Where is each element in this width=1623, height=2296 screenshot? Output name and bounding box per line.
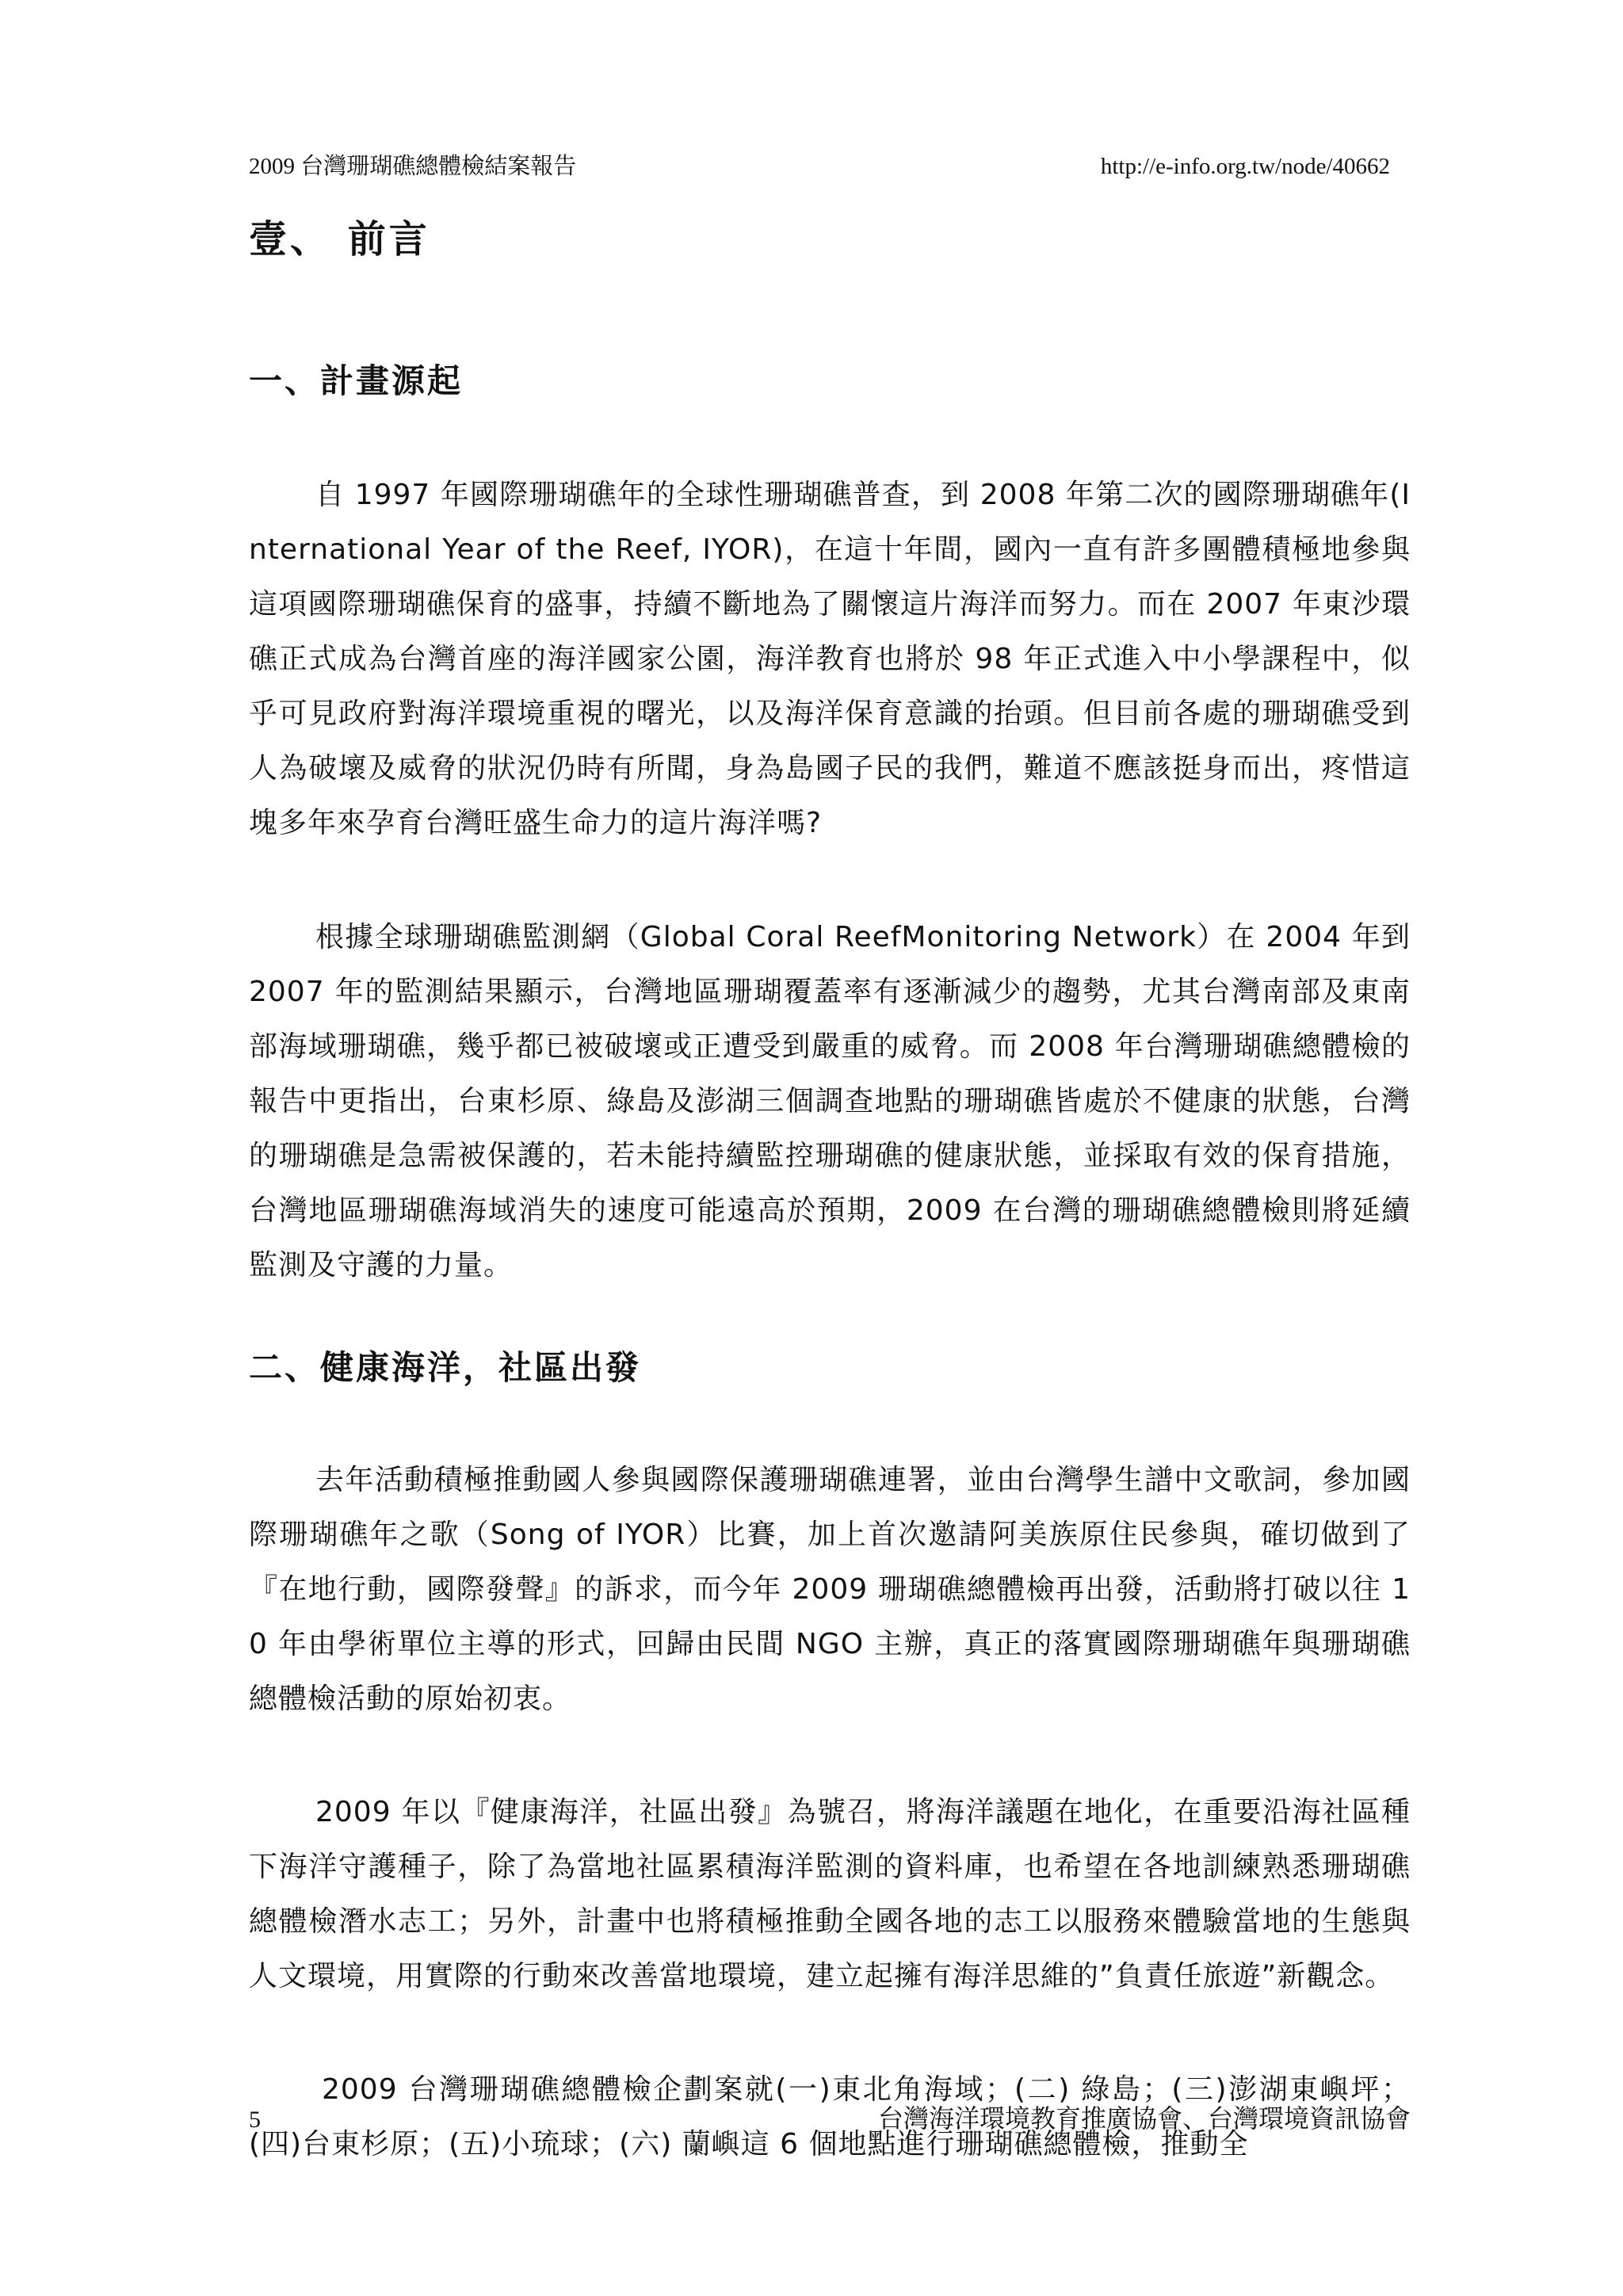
page-footer bbox=[249, 2096, 1411, 2141]
paragraph: 自 1997 年國際珊瑚礁年的全球性珊瑚礁普查，到 2008 年第二次的國際珊瑚礁年(International Year of the Reef, IYOR)，在這十年間，國內一直有許多團體積極地參與這項國際珊瑚礁保育的盛事，持續不斷地為了關懷這片海洋而努力。而在 2007 年東沙環礁正式成為台灣首座的海洋國家公園，海洋教育也將於 98 年正式進入中小學課程中，似乎可見政府對海洋環境重視的曙光，以及海洋保育意識的抬頭。但目前各處的珊瑚礁受到人為破壞及威脅的狀況仍時有所聞，身為島國子民的我們，難道不應該挺身而出，疼惜這塊多年來孕育台灣旺盛生命力的這片海洋嗎? bbox=[249, 479, 1411, 839]
header-url: http://e-info.org.tw/node/40662 bbox=[1100, 154, 1390, 179]
header-report-title: 2009 台灣珊瑚礁總體檢結案報告 bbox=[249, 154, 577, 179]
page-number: 5 bbox=[249, 2107, 261, 2133]
footer-organizations: 台灣海洋環境教育推廣協會、台灣環境資訊協會 bbox=[877, 2103, 1411, 2134]
chapter-title: 壹、 前言 bbox=[249, 217, 430, 262]
section-title-origin: 一、計畫源起 bbox=[249, 361, 464, 400]
paragraph: 去年活動積極推動國人參與國際保護珊瑚礁連署，並由台灣學生譜中文歌詞，參加國際珊瑚礁年之歌（Song of IYOR）比賽，加上首次邀請阿美族原住民參與，確切做到了『在地行動，國際發聲』的訴求，而今年 2009 珊瑚礁總體檢再出發，活動將打破以往 10 年由學術單位主導的形式，回歸由民間 NGO 主辦，真正的落實國際珊瑚礁年與珊瑚礁總體檢活動的原始初衷。 bbox=[249, 1464, 1411, 1715]
paragraph: 2009 台灣珊瑚礁總體檢企劃案就(一)東北角海域；(二) 綠島；(三)澎湖東嶼坪；(四)台東杉原；(五)小琉球；(六) 蘭嶼這 6 個地點進行珊瑚礁總體檢，推動全 bbox=[249, 2073, 1411, 2160]
section-title-healthy-ocean: 二、健康海洋，社區出發 bbox=[249, 1348, 642, 1387]
paragraph: 2009 年以『健康海洋，社區出發』為號召，將海洋議題在地化，在重要沿海社區種下海洋守護種子，除了為當地社區累積海洋監測的資料庫，也希望在各地訓練熟悉珊瑚礁總體檢潛水志工；另外，計畫中也將積極推動全國各地的志工以服務來體驗當地的生態與人文環境，用實際的行動來改善當地環境，建立起擁有海洋思維的”負責任旅遊”新觀念。 bbox=[249, 1796, 1411, 1992]
paragraph: 根據全球珊瑚礁監測網（Global Coral ReefMonitoring Network）在 2004 年到 2007 年的監測結果顯示，台灣地區珊瑚覆蓋率有逐漸減少的趨勢，尤其台灣南部及東南部海域珊瑚礁，幾乎都已被破壞或正遭受到嚴重的威脅。而 2008 年台灣珊瑚礁總體檢的報告中更指出，台東杉原、綠島及澎湖三個調查地點的珊瑚礁皆處於不健康的狀態，台灣的珊瑚礁是急需被保護的，若未能持續監控珊瑚礁的健康狀態，並採取有效的保育措施，台灣地區珊瑚礁海域消失的速度可能遠高於預期，2009 在台灣的珊瑚礁總體檢則將延續監測及守護的力量。 bbox=[249, 921, 1411, 1282]
page-body bbox=[249, 208, 1411, 2172]
page-header bbox=[249, 147, 1390, 185]
